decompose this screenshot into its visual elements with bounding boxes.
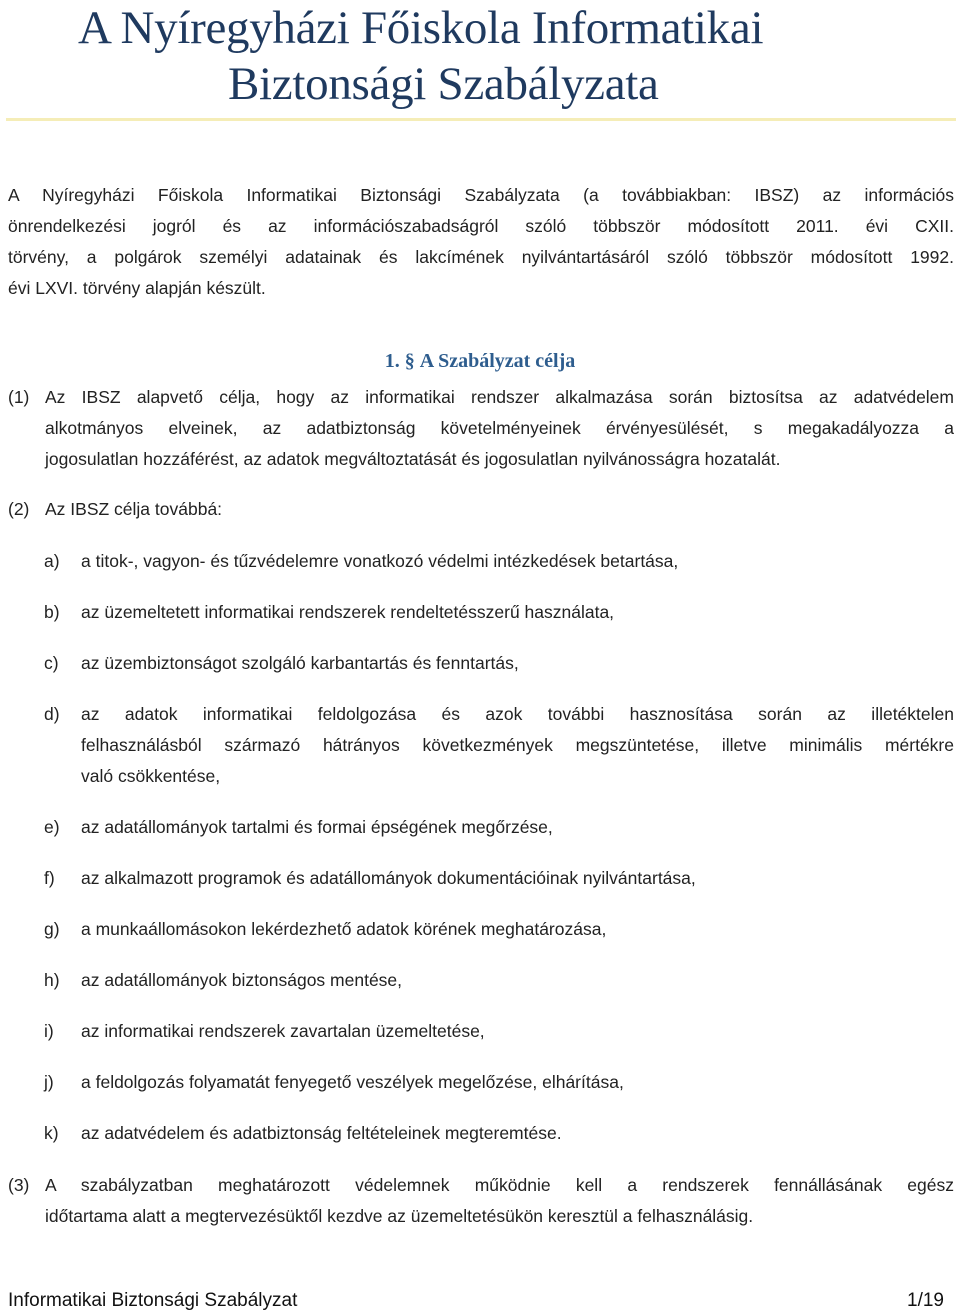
list-item	[44, 965, 402, 996]
document-title	[6, 0, 956, 121]
title-line-1: A Nyíregyházi Főiskola Informatikai	[78, 2, 764, 54]
list-item-text: az üzembiztonságot szolgáló karbantartás és fenntartás,	[81, 653, 519, 673]
section-number: 1.	[384, 350, 400, 372]
paragraph-line: időtartama alatt a megtervezésüktől kezdve az üzemeltetésükön keresztül a felhasználásig.	[45, 1206, 754, 1226]
intro-line: törvény, a polgárok személyi adatainak és lakcímének nyilvántartásáról szóló többször módosított 1992.	[8, 247, 954, 267]
list-item	[44, 812, 553, 843]
intro-line: évi LXVI. törvény alapján készült.	[8, 278, 266, 298]
list-marker: e)	[44, 817, 60, 837]
title-line-2: Biztonsági Szabályzata	[228, 58, 659, 110]
list-item-text: az üzemeltetett informatikai rendszerek rendeltetésszerű használata,	[81, 602, 615, 622]
paragraph-line: jogosulatlan hozzáférést, az adatok megváltoztatását és jogosulatlan nyilvánosságra hozatalát.	[45, 449, 781, 469]
list-marker: f)	[44, 868, 55, 888]
list-item	[44, 1016, 485, 1047]
list-item	[44, 1118, 562, 1149]
list-item	[44, 546, 678, 577]
list-item-text: az adatok informatikai feldolgozása és azok további hasznosítása során az illetéktelen	[81, 704, 954, 724]
list-marker: b)	[44, 602, 60, 622]
section-title: A Szabályzat célja	[419, 350, 576, 372]
list-item-text: a feldolgozás folyamatát fenyegető veszélyek megelőzése, elhárítása,	[81, 1072, 624, 1092]
paragraph-3	[8, 1170, 954, 1232]
footer-document-name: Informatikai Biztonsági Szabályzat	[8, 1290, 298, 1311]
list-item	[44, 1067, 624, 1098]
list-marker: c)	[44, 653, 59, 673]
list-item	[44, 597, 614, 628]
list-item-text: a munkaállomásokon lekérdezhető adatok körének meghatározása,	[81, 919, 607, 939]
intro-paragraph	[8, 180, 954, 304]
list-item	[44, 699, 954, 792]
list-item	[44, 863, 696, 894]
list-item-text: az adatállományok tartalmi és formai épségének megőrzése,	[81, 817, 553, 837]
list-item-text: az adatállományok biztonságos mentése,	[81, 970, 403, 990]
list-marker: k)	[44, 1123, 59, 1143]
list-item-text: az adatvédelem és adatbiztonság feltételeinek megteremtése.	[81, 1123, 562, 1143]
paragraph-line: alkotmányos elveinek, az adatbiztonság követelményeinek érvényesülését, s megakadályozza a	[45, 418, 954, 438]
paragraph-number: (2)	[8, 499, 30, 519]
list-item-text: felhasználásból származó hátrányos következmények megszüntetése, illetve minimális mértékre	[81, 735, 954, 755]
paragraph-line: Az IBSZ alapvető célja, hogy az informatikai rendszer alkalmazása során biztosítsa az adatvédelem	[45, 387, 954, 407]
paragraph-line: Az IBSZ célja továbbá:	[45, 499, 223, 519]
list-item	[44, 648, 519, 679]
list-item-text: a titok-, vagyon- és tűzvédelemre vonatkozó védelmi intézkedések betartása,	[81, 551, 679, 571]
intro-line: A Nyíregyházi Főiskola Informatikai Biztonsági Szabályzata (a továbbiakban: IBSZ) az információs	[8, 185, 954, 205]
list-marker: a)	[44, 551, 60, 571]
paragraph-line: A szabályzatban meghatározott védelemnek működnie kell a rendszerek fennállásának egész	[45, 1175, 954, 1195]
paragraph-1	[8, 382, 954, 475]
title-underline-divider	[6, 118, 956, 121]
paragraph-number: (3)	[8, 1175, 30, 1195]
list-marker: i)	[44, 1021, 54, 1041]
intro-line: önrendelkezési jogról és az információszabadságról szóló többször módosított 2011. évi CXII.	[8, 216, 954, 236]
list-item-text: az alkalmazott programok és adatállományok dokumentációinak nyilvántartása,	[81, 868, 696, 888]
paragraph-2	[8, 494, 954, 525]
list-marker: j)	[44, 1072, 54, 1092]
list-item-text: való csökkentése,	[81, 766, 221, 786]
list-marker: g)	[44, 919, 60, 939]
list-item	[44, 914, 606, 945]
section-heading	[0, 350, 960, 373]
paragraph-number: (1)	[8, 387, 30, 407]
page-number: 1/19	[907, 1290, 944, 1311]
page-footer	[8, 1290, 944, 1312]
list-item-text: az informatikai rendszerek zavartalan üzemeltetése,	[81, 1021, 485, 1041]
list-marker: h)	[44, 970, 60, 990]
list-marker: d)	[44, 704, 60, 724]
section-symbol: §	[404, 350, 415, 372]
